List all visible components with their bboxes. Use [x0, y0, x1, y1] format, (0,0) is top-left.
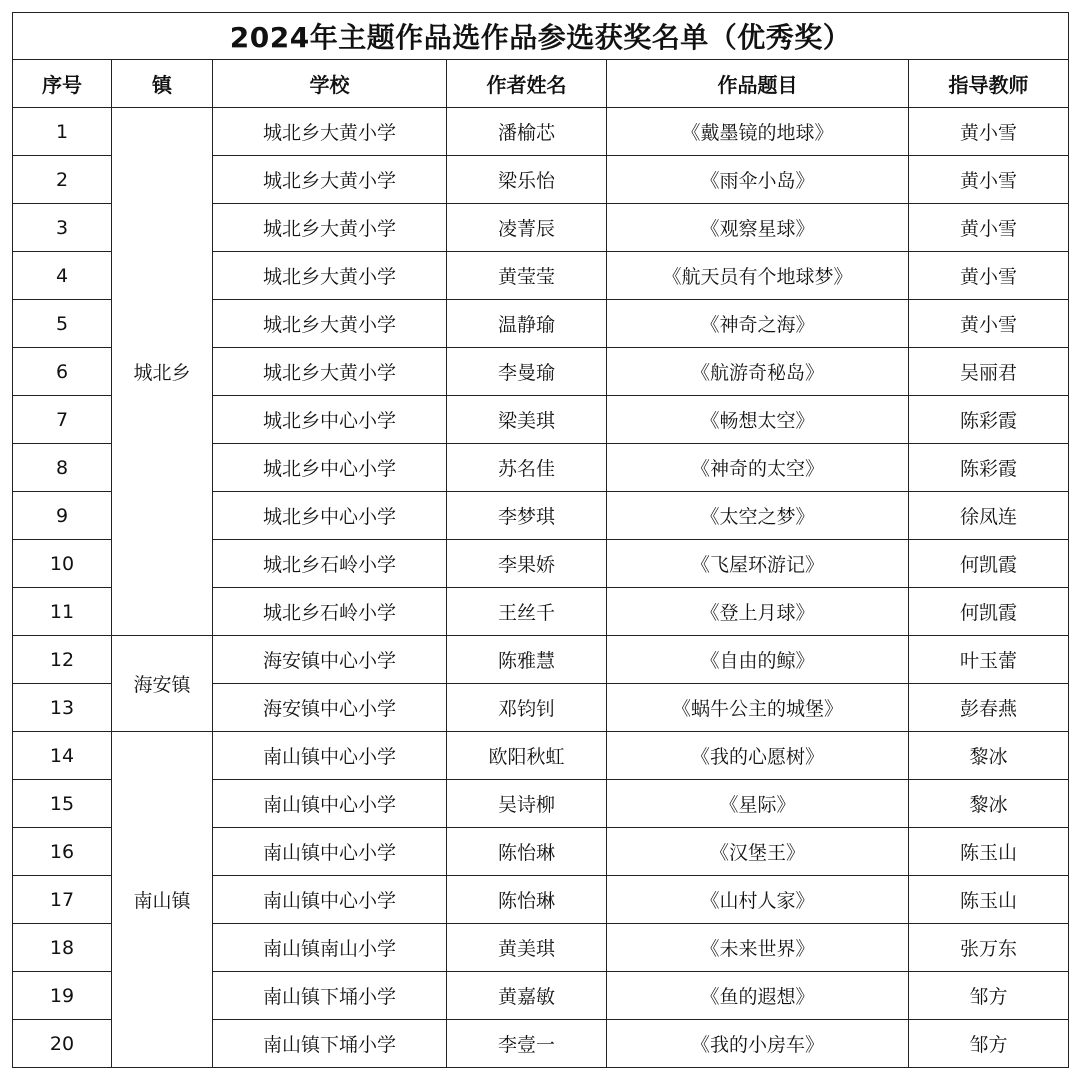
cell-index: 1: [13, 108, 112, 156]
cell-work-title: 《未来世界》: [607, 924, 909, 972]
cell-author: 梁乐怡: [447, 156, 607, 204]
cell-index: 3: [13, 204, 112, 252]
cell-school: 城北乡石岭小学: [213, 588, 447, 636]
cell-work-title: 《雨伞小岛》: [607, 156, 909, 204]
cell-teacher: 陈彩霞: [909, 396, 1069, 444]
cell-teacher: 陈玉山: [909, 876, 1069, 924]
cell-school: 城北乡大黄小学: [213, 348, 447, 396]
award-table: [12, 12, 1069, 1068]
cell-work-title: 《戴墨镜的地球》: [607, 108, 909, 156]
cell-work-title: 《飞屋环游记》: [607, 540, 909, 588]
cell-index: 9: [13, 492, 112, 540]
cell-author: 凌菁辰: [447, 204, 607, 252]
cell-index: 2: [13, 156, 112, 204]
cell-work-title: 《我的心愿树》: [607, 732, 909, 780]
cell-work-title: 《神奇之海》: [607, 300, 909, 348]
header-index: 序号: [13, 60, 112, 108]
cell-school: 南山镇中心小学: [213, 732, 447, 780]
cell-index: 16: [13, 828, 112, 876]
cell-school: 城北乡大黄小学: [213, 300, 447, 348]
table-row: [13, 636, 1069, 684]
cell-index: 4: [13, 252, 112, 300]
cell-author: 李果娇: [447, 540, 607, 588]
cell-author: 黄嘉敏: [447, 972, 607, 1020]
cell-teacher: 何凯霞: [909, 540, 1069, 588]
cell-school: 城北乡中心小学: [213, 444, 447, 492]
header-town: 镇: [112, 60, 213, 108]
cell-teacher: 何凯霞: [909, 588, 1069, 636]
cell-town: 南山镇: [112, 732, 213, 1068]
cell-school: 城北乡中心小学: [213, 396, 447, 444]
cell-author: 温静瑜: [447, 300, 607, 348]
cell-author: 王丝千: [447, 588, 607, 636]
cell-work-title: 《航天员有个地球梦》: [607, 252, 909, 300]
cell-index: 12: [13, 636, 112, 684]
cell-author: 梁美琪: [447, 396, 607, 444]
cell-index: 8: [13, 444, 112, 492]
cell-school: 南山镇下埇小学: [213, 1020, 447, 1068]
cell-town: 城北乡: [112, 108, 213, 636]
cell-teacher: 邹方: [909, 972, 1069, 1020]
cell-index: 17: [13, 876, 112, 924]
cell-school: 城北乡大黄小学: [213, 252, 447, 300]
cell-school: 南山镇中心小学: [213, 828, 447, 876]
cell-school: 城北乡大黄小学: [213, 156, 447, 204]
cell-author: 李梦琪: [447, 492, 607, 540]
header-school: 学校: [213, 60, 447, 108]
cell-teacher: 陈玉山: [909, 828, 1069, 876]
cell-teacher: 叶玉蕾: [909, 636, 1069, 684]
cell-teacher: 黄小雪: [909, 156, 1069, 204]
cell-work-title: 《登上月球》: [607, 588, 909, 636]
cell-teacher: 吴丽君: [909, 348, 1069, 396]
cell-index: 18: [13, 924, 112, 972]
cell-school: 海安镇中心小学: [213, 636, 447, 684]
cell-work-title: 《山村人家》: [607, 876, 909, 924]
cell-teacher: 彭春燕: [909, 684, 1069, 732]
cell-work-title: 《星际》: [607, 780, 909, 828]
cell-index: 10: [13, 540, 112, 588]
table-row: [13, 732, 1069, 780]
cell-teacher: 徐凤连: [909, 492, 1069, 540]
header-author: 作者姓名: [447, 60, 607, 108]
cell-author: 陈怡琳: [447, 828, 607, 876]
cell-work-title: 《汉堡王》: [607, 828, 909, 876]
cell-school: 城北乡石岭小学: [213, 540, 447, 588]
cell-author: 苏名佳: [447, 444, 607, 492]
table-body: [13, 13, 1069, 1068]
cell-school: 城北乡大黄小学: [213, 204, 447, 252]
cell-author: 李曼瑜: [447, 348, 607, 396]
cell-author: 黄美琪: [447, 924, 607, 972]
cell-school: 海安镇中心小学: [213, 684, 447, 732]
cell-index: 11: [13, 588, 112, 636]
cell-index: 20: [13, 1020, 112, 1068]
table-row: [13, 108, 1069, 156]
cell-school: 城北乡大黄小学: [213, 108, 447, 156]
cell-work-title: 《自由的鲸》: [607, 636, 909, 684]
table-title: 2024年主题作品选作品参选获奖名单（优秀奖）: [13, 13, 1069, 60]
cell-school: 南山镇中心小学: [213, 780, 447, 828]
cell-index: 19: [13, 972, 112, 1020]
cell-teacher: 黄小雪: [909, 108, 1069, 156]
cell-teacher: 黄小雪: [909, 204, 1069, 252]
cell-teacher: 张万东: [909, 924, 1069, 972]
cell-school: 南山镇中心小学: [213, 876, 447, 924]
cell-index: 5: [13, 300, 112, 348]
cell-work-title: 《蜗牛公主的城堡》: [607, 684, 909, 732]
cell-author: 李壹一: [447, 1020, 607, 1068]
cell-work-title: 《太空之梦》: [607, 492, 909, 540]
cell-school: 城北乡中心小学: [213, 492, 447, 540]
cell-teacher: 黎冰: [909, 780, 1069, 828]
cell-author: 邓钧钊: [447, 684, 607, 732]
cell-author: 黄莹莹: [447, 252, 607, 300]
cell-teacher: 陈彩霞: [909, 444, 1069, 492]
cell-work-title: 《我的小房车》: [607, 1020, 909, 1068]
cell-index: 14: [13, 732, 112, 780]
cell-author: 吴诗柳: [447, 780, 607, 828]
cell-index: 7: [13, 396, 112, 444]
cell-index: 15: [13, 780, 112, 828]
header-work-title: 作品题目: [607, 60, 909, 108]
cell-school: 南山镇南山小学: [213, 924, 447, 972]
cell-work-title: 《航游奇秘岛》: [607, 348, 909, 396]
cell-work-title: 《观察星球》: [607, 204, 909, 252]
cell-author: 陈怡琳: [447, 876, 607, 924]
cell-author: 欧阳秋虹: [447, 732, 607, 780]
cell-school: 南山镇下埇小学: [213, 972, 447, 1020]
cell-work-title: 《畅想太空》: [607, 396, 909, 444]
cell-index: 6: [13, 348, 112, 396]
cell-teacher: 邹方: [909, 1020, 1069, 1068]
cell-work-title: 《神奇的太空》: [607, 444, 909, 492]
header-row: [13, 60, 1069, 108]
cell-index: 13: [13, 684, 112, 732]
cell-teacher: 黎冰: [909, 732, 1069, 780]
cell-author: 潘榆芯: [447, 108, 607, 156]
title-row: [13, 13, 1069, 60]
cell-teacher: 黄小雪: [909, 252, 1069, 300]
cell-author: 陈雅慧: [447, 636, 607, 684]
cell-teacher: 黄小雪: [909, 300, 1069, 348]
cell-town: 海安镇: [112, 636, 213, 732]
cell-work-title: 《鱼的遐想》: [607, 972, 909, 1020]
header-teacher: 指导教师: [909, 60, 1069, 108]
